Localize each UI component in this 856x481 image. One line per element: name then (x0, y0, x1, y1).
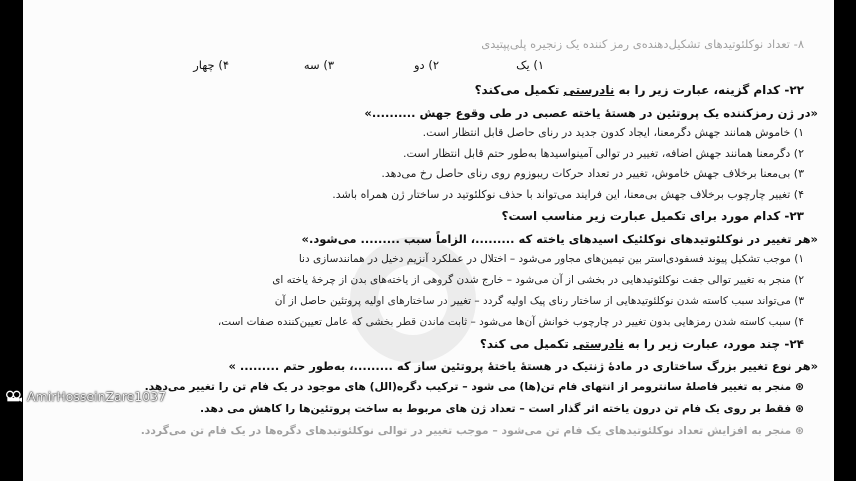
q21-choice-1: ۱) یک (516, 58, 544, 72)
background-logo-watermark (343, 230, 483, 370)
cut-off-header-line: ۸- تعداد نوکلئوتیدهای تشکیل‌دهنده‌ی رمز کننده یک زنجیره پلی‌پپتیدی (481, 37, 804, 51)
q24-item-2: ⊛ فقط بر روی یک فام تن درون یاخته اثر گذار است – تعداد ژن های مربوط به ساخت پروتئین‌ها را کاهش می دهد. (200, 402, 804, 415)
q22-title-a: کدام گزینه، عبارت زیر را به (614, 83, 781, 97)
channel-watermark (0, 386, 210, 406)
q23-option-1: ۱) موجب تشکیل پیوند فسفودی‌استر بین تیمین‌های مجاور می‌شود – اختلال در عملکرد آنزیم دخیل در همانندسازی دنا (298, 253, 804, 265)
q23-title (23, 208, 804, 224)
q23-title-text: کدام مورد برای تکمیل عبارت زیر مناسب است؟ (501, 209, 781, 223)
q24-title-a: چند مورد، عبارت زیر را به (623, 337, 781, 351)
q23-option-4: ۴) سبب کاسته شدن رمزهایی بدون تغییر در چارچوب خوانش آن‌ها می‌شود – ثابت ماندن قطر بخشی که عامل تعیین‌کننده صفات است، (217, 316, 804, 328)
q23-statement: «هر تغییر در نوکلئوتیدهای نوکلئیک اسیدهای یاخته که .........، الزاماً سبب ......... می‌شود.» (301, 232, 818, 246)
q21-choices (124, 58, 544, 72)
q24-title-underlined: نادرستی (572, 337, 624, 351)
q23-option-2: ۲) منجر به تغییر توالی جفت نوکلئوتیدهایی در بخشی از آن می‌شود – خارج شدن گروهی از یاخته‌های بدن از چرخهٔ یاخته ای (272, 274, 804, 286)
q22-option-3: ۳) بی‌معنا برخلاف جهش خاموش، تغییر در تعداد حرکات ریبوزوم روی رنای حاصل رخ می‌دهد. (381, 167, 804, 180)
q23-number: ۲۳- (784, 209, 804, 223)
q23-option-3: ۳) می‌تواند سبب کاسته شدن نوکلئوتیدهایی از ساختار رنای پیک اولیه گردد – تغییر در ساختارهای اولیه پروتئین حاصل از آن (274, 295, 804, 307)
q21-choice-2: ۲) دو (413, 58, 439, 72)
q24-title-b: تکمیل می کند؟ (479, 337, 573, 351)
q21-choice-4: ۴) چهار (193, 58, 229, 72)
q22-number: ۲۲- (784, 83, 804, 97)
q22-statement: «در ژن رمزکننده یک پروتئین در هستهٔ یاخته عصبی در طی وقوع جهش ..........» (364, 106, 818, 120)
q21-choice-3: ۳) سه (303, 58, 334, 72)
q22-option-4: ۴) تغییر چارچوب برخلاف جهش بی‌معنا، این فرایند می‌تواند با حذف نوکلئوتید در ساختار ژن همراه باشد. (332, 188, 804, 201)
q24-number: ۲۴- (784, 337, 804, 351)
q22-title (23, 82, 804, 98)
watermark-text: AmirHosseinZare1037 (27, 388, 167, 404)
q22-title-b: تکمیل می‌کند؟ (474, 83, 564, 97)
film-reel-icon (6, 389, 22, 403)
q22-option-1: ۱) خاموش همانند جهش دگرمعنا، ایجاد کدون جدید در رنای حاصل قابل انتظار است. (422, 126, 804, 139)
q24-item-3-cut-off: ⊛ منجر به افزایش تعداد نوکلئوتیدهای یک فام تن می‌شود – موجب تغییر در توالی نوکلئوتیدهای دگره‌ها در یک فام تن می‌گردد. (140, 424, 804, 437)
q22-title-underlined: نادرستی (563, 83, 615, 97)
document-page (23, 0, 834, 481)
q24-statement: «هر نوع تغییر بزرگ ساختاری در مادهٔ ژنتیک در هستهٔ یاختهٔ پروتئین ساز که .........، به‌طور حتم ......... » (228, 359, 818, 373)
q24-item-1: ⊛ منجر به تغییر فاصلهٔ سانترومر از انتهای فام تن(ها) می شود – ترکیب دگره(الل) های موجود در یک فام تن را تغییر می‌دهد. (144, 380, 804, 393)
q22-option-2: ۲) دگرمعنا همانند جهش اضافه، تغییر در توالی آمینواسیدها به‌طور حتم قابل انتظار است. (403, 147, 804, 160)
